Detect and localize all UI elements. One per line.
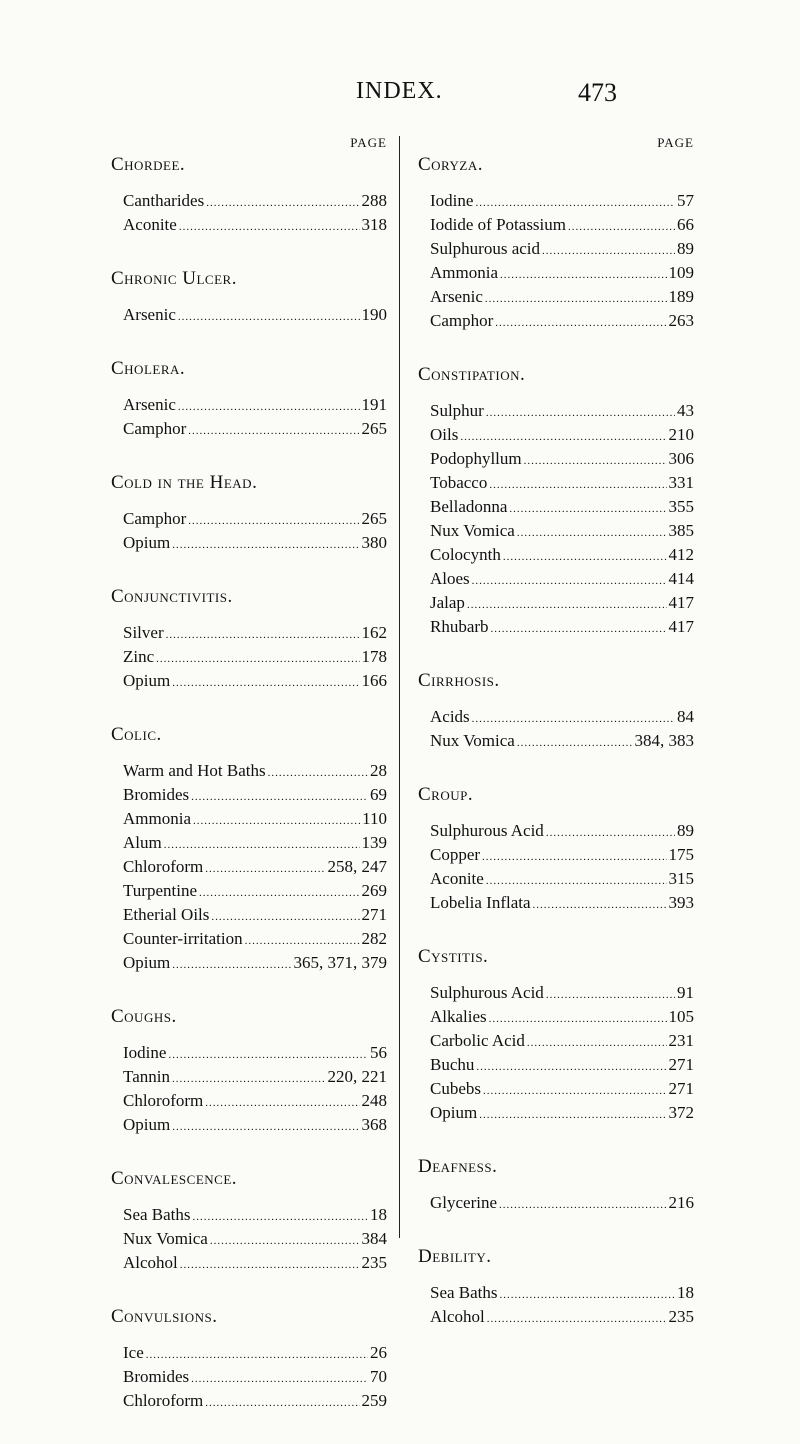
index-entry <box>115 832 387 856</box>
index-entry <box>422 424 694 448</box>
section-heading: Constipation. <box>418 364 526 385</box>
entry-name: Alcohol <box>430 1307 485 1326</box>
index-entry <box>115 760 387 784</box>
dot-leader <box>482 846 666 868</box>
dot-leader <box>467 594 667 616</box>
entry-page-number: 43 <box>677 401 694 420</box>
index-entry <box>422 820 694 844</box>
entry-page-number: 191 <box>361 395 387 414</box>
entry-name: Oils <box>430 425 459 444</box>
entry-name: Nux Vomica <box>430 731 515 750</box>
dot-leader <box>491 618 667 640</box>
dot-leader <box>527 1032 667 1054</box>
index-entry <box>115 904 387 928</box>
entry-page-number: 288 <box>361 191 387 210</box>
dot-leader <box>210 1230 360 1252</box>
section-heading: Coryza. <box>418 154 483 175</box>
entry-page-number: 269 <box>361 881 387 900</box>
index-entry <box>115 418 387 442</box>
dot-leader <box>206 192 359 214</box>
entry-page-number: 89 <box>677 821 694 840</box>
index-entry <box>422 892 694 916</box>
entry-name: Cantharides <box>123 191 205 210</box>
entry-page-number: 110 <box>362 809 387 828</box>
entry-page-number: 210 <box>668 425 694 444</box>
dot-leader <box>542 240 675 262</box>
index-entry <box>115 670 387 694</box>
entry-name: Opium <box>123 953 171 972</box>
dot-leader <box>486 402 675 424</box>
index-entry <box>115 622 387 646</box>
entry-name: Sulphurous Acid <box>430 983 544 1002</box>
entry-name: Ice <box>123 1343 144 1362</box>
entry-page-number: 248 <box>361 1091 387 1110</box>
dot-leader <box>205 1092 359 1114</box>
dot-leader <box>166 624 360 646</box>
entry-name: Buchu <box>430 1055 475 1074</box>
dot-leader <box>191 1368 368 1390</box>
entry-page-number: 235 <box>361 1253 387 1272</box>
dot-leader <box>172 672 359 694</box>
index-section <box>418 1156 694 1216</box>
page-column-label: PAGE <box>657 135 694 150</box>
index-entry <box>115 1066 387 1090</box>
index-entry <box>422 568 694 592</box>
entry-name: Iodide of Potassium <box>430 215 566 234</box>
entry-name: Camphor <box>123 419 187 438</box>
entry-name: Sulphurous Acid <box>430 821 544 840</box>
index-entry <box>422 982 694 1006</box>
index-entry <box>422 190 694 214</box>
entry-name: Carbolic Acid <box>430 1031 525 1050</box>
index-entry <box>422 1054 694 1078</box>
entry-page-number: 190 <box>361 305 387 324</box>
entry-page-number: 263 <box>668 311 694 330</box>
entry-page-number: 384 <box>361 1229 387 1248</box>
index-entry <box>422 1102 694 1126</box>
dot-leader <box>546 822 675 844</box>
dot-leader <box>211 906 359 928</box>
entry-page-number: 216 <box>668 1193 694 1212</box>
index-entry <box>422 448 694 472</box>
index-column-left <box>111 135 387 1444</box>
index-entry <box>422 310 694 334</box>
page-header <box>0 78 800 118</box>
entry-name: Tannin <box>123 1067 170 1086</box>
entry-page-number: 28 <box>370 761 387 780</box>
section-heading: Conjunctivitis. <box>111 586 233 607</box>
index-entry <box>115 808 387 832</box>
entry-page-number: 139 <box>361 833 387 852</box>
dot-leader <box>178 306 360 328</box>
index-entry <box>422 544 694 568</box>
dot-leader <box>205 858 325 880</box>
entry-name: Zinc <box>123 647 155 666</box>
entry-name: Camphor <box>123 509 187 528</box>
index-entry <box>115 1114 387 1138</box>
entry-name: Turpentine <box>123 881 197 900</box>
entry-page-number: 189 <box>668 287 694 306</box>
entry-name: Sea Baths <box>430 1283 498 1302</box>
index-section <box>418 784 694 916</box>
entry-page-number: 166 <box>361 671 387 690</box>
index-entry <box>115 928 387 952</box>
entry-name: Chloroform <box>123 857 204 876</box>
section-heading: Convalescence. <box>111 1168 238 1189</box>
dot-leader <box>188 510 359 532</box>
index-entry <box>115 304 387 328</box>
entry-name: Opium <box>123 533 171 552</box>
index-entry <box>422 214 694 238</box>
entry-name: Chloroform <box>123 1091 204 1110</box>
dot-leader <box>524 450 667 472</box>
entry-page-number: 70 <box>370 1367 387 1386</box>
index-section <box>418 946 694 1126</box>
entry-name: Sulphur <box>430 401 484 420</box>
dot-leader <box>568 216 675 238</box>
dot-leader <box>156 648 359 670</box>
page-number: 473 <box>578 78 617 107</box>
entry-name: Colocynth <box>430 545 501 564</box>
entry-page-number: 372 <box>668 1103 694 1122</box>
index-section <box>418 1246 694 1330</box>
entry-name: Belladonna <box>430 497 508 516</box>
entry-page-number: 259 <box>361 1391 387 1410</box>
section-heading: Deafness. <box>418 1156 498 1177</box>
entry-page-number: 66 <box>677 215 694 234</box>
index-entry <box>115 508 387 532</box>
entry-page-number: 271 <box>361 905 387 924</box>
dot-leader <box>517 522 667 544</box>
entry-page-number: 384, 383 <box>634 731 694 750</box>
index-entry <box>422 1306 694 1330</box>
entry-name: Chloroform <box>123 1391 204 1410</box>
entry-name: Arsenic <box>123 305 176 324</box>
dot-leader <box>472 708 675 730</box>
entry-name: Cubebs <box>430 1079 481 1098</box>
entry-page-number: 89 <box>677 239 694 258</box>
index-entry <box>422 1192 694 1216</box>
dot-leader <box>193 810 360 832</box>
entry-page-number: 417 <box>668 593 694 612</box>
dot-leader <box>479 1104 666 1126</box>
index-entry <box>115 1090 387 1114</box>
entry-name: Iodine <box>430 191 474 210</box>
entry-page-number: 84 <box>677 707 694 726</box>
index-entry <box>115 214 387 238</box>
index-entry <box>115 1042 387 1066</box>
dot-leader <box>500 1284 675 1306</box>
index-entry <box>422 844 694 868</box>
dot-leader <box>483 1080 667 1102</box>
entry-page-number: 57 <box>677 191 694 210</box>
entry-page-number: 414 <box>668 569 694 588</box>
entry-page-number: 331 <box>668 473 694 492</box>
index-section <box>418 154 694 334</box>
dot-leader <box>179 216 360 238</box>
entry-page-number: 368 <box>361 1115 387 1134</box>
index-section <box>111 1306 387 1414</box>
index-entry <box>115 1228 387 1252</box>
entry-name: Bromides <box>123 785 190 804</box>
section-heading: Coughs. <box>111 1006 177 1027</box>
index-section <box>111 358 387 442</box>
dot-leader <box>486 870 667 892</box>
dot-leader <box>146 1344 368 1366</box>
section-heading: Colic. <box>111 724 162 745</box>
dot-leader <box>199 882 360 904</box>
entry-name: Opium <box>123 671 171 690</box>
entry-name: Iodine <box>123 1043 167 1062</box>
section-heading: Cold in the Head. <box>111 472 258 493</box>
dot-leader <box>168 1044 368 1066</box>
dot-leader <box>178 396 360 418</box>
index-entry <box>422 472 694 496</box>
entry-page-number: 91 <box>677 983 694 1002</box>
section-heading: Chronic Ulcer. <box>111 268 237 289</box>
entry-name: Opium <box>123 1115 171 1134</box>
index-entry <box>115 190 387 214</box>
index-entry <box>115 646 387 670</box>
entry-name: Opium <box>430 1103 478 1122</box>
entry-page-number: 265 <box>361 419 387 438</box>
entry-page-number: 365, 371, 379 <box>293 953 387 972</box>
dot-leader <box>546 984 675 1006</box>
entry-name: Nux Vomica <box>123 1229 208 1248</box>
index-entry <box>422 496 694 520</box>
section-heading: Cirrhosis. <box>418 670 500 691</box>
entry-page-number: 105 <box>668 1007 694 1026</box>
index-entry <box>115 880 387 904</box>
entry-name: Alkalies <box>430 1007 487 1026</box>
dot-leader <box>495 312 666 334</box>
dot-leader <box>245 930 360 952</box>
entry-page-number: 417 <box>668 617 694 636</box>
entry-page-number: 56 <box>370 1043 387 1062</box>
entry-name: Acids <box>430 707 470 726</box>
entry-name: Aconite <box>123 215 177 234</box>
entry-name: Alum <box>123 833 162 852</box>
entry-page-number: 306 <box>668 449 694 468</box>
entry-name: Copper <box>430 845 481 864</box>
column-divider <box>399 136 400 1238</box>
dot-leader <box>205 1392 359 1414</box>
index-entry <box>115 1366 387 1390</box>
index-entry <box>422 1078 694 1102</box>
entry-page-number: 18 <box>677 1283 694 1302</box>
entry-name: Silver <box>123 623 164 642</box>
entry-page-number: 178 <box>361 647 387 666</box>
index-section <box>418 670 694 754</box>
section-heading: Cholera. <box>111 358 186 379</box>
index-entry <box>422 1030 694 1054</box>
index-entry <box>422 616 694 640</box>
index-section <box>111 586 387 694</box>
index-entry <box>422 706 694 730</box>
entry-page-number: 231 <box>668 1031 694 1050</box>
dot-leader <box>172 954 291 976</box>
entry-name: Counter-irritation <box>123 929 243 948</box>
dot-leader <box>172 534 359 556</box>
dot-leader <box>500 264 667 286</box>
entry-name: Arsenic <box>123 395 176 414</box>
dot-leader <box>533 894 667 916</box>
index-entry <box>422 592 694 616</box>
dot-leader <box>460 426 666 448</box>
index-entry <box>115 856 387 880</box>
index-section <box>111 268 387 328</box>
entry-page-number: 393 <box>668 893 694 912</box>
index-section <box>111 472 387 556</box>
index-entry <box>422 262 694 286</box>
entry-name: Etherial Oils <box>123 905 210 924</box>
dot-leader <box>487 1308 667 1330</box>
section-heading: Chordee. <box>111 154 186 175</box>
dot-leader <box>172 1116 359 1138</box>
entry-name: Aloes <box>430 569 470 588</box>
index-entry <box>422 520 694 544</box>
index-entry <box>115 1390 387 1414</box>
dot-leader <box>191 786 368 808</box>
entry-page-number: 69 <box>370 785 387 804</box>
index-entry <box>115 952 387 976</box>
entry-name: Sulphurous acid <box>430 239 541 258</box>
entry-page-number: 282 <box>361 929 387 948</box>
entry-page-number: 315 <box>668 869 694 888</box>
entry-page-number: 175 <box>668 845 694 864</box>
dot-leader <box>476 1056 666 1078</box>
dot-leader <box>188 420 359 442</box>
entry-page-number: 380 <box>361 533 387 552</box>
index-entry <box>115 1204 387 1228</box>
section-heading: Debility. <box>418 1246 492 1267</box>
entry-page-number: 355 <box>668 497 694 516</box>
entry-page-number: 220, 221 <box>327 1067 387 1086</box>
entry-page-number: 318 <box>361 215 387 234</box>
index-entry <box>422 730 694 754</box>
dot-leader <box>193 1206 368 1228</box>
entry-name: Lobelia Inflata <box>430 893 531 912</box>
index-entry <box>422 400 694 424</box>
entry-page-number: 235 <box>668 1307 694 1326</box>
index-entry <box>115 1252 387 1276</box>
index-entry <box>115 1342 387 1366</box>
entry-name: Alcohol <box>123 1253 178 1272</box>
entry-page-number: 271 <box>668 1055 694 1074</box>
dot-leader <box>489 474 666 496</box>
entry-name: Rhubarb <box>430 617 489 636</box>
index-entry <box>422 238 694 262</box>
index-section <box>111 1006 387 1138</box>
dot-leader <box>475 192 675 214</box>
entry-page-number: 385 <box>668 521 694 540</box>
entry-page-number: 162 <box>361 623 387 642</box>
entry-name: Ammonia <box>430 263 498 282</box>
entry-name: Sea Baths <box>123 1205 191 1224</box>
entry-name: Camphor <box>430 311 494 330</box>
dot-leader <box>268 762 368 784</box>
entry-page-number: 258, 247 <box>327 857 387 876</box>
dot-leader <box>485 288 667 310</box>
entry-name: Nux Vomica <box>430 521 515 540</box>
page-column-label: PAGE <box>350 135 387 150</box>
section-heading: Convulsions. <box>111 1306 218 1327</box>
index-column-right <box>418 135 694 1360</box>
dot-leader <box>517 732 633 754</box>
entry-page-number: 265 <box>361 509 387 528</box>
entry-name: Podophyllum <box>430 449 522 468</box>
section-heading: Cystitis. <box>418 946 489 967</box>
dot-leader <box>503 546 667 568</box>
dot-leader <box>472 570 667 592</box>
index-section <box>111 724 387 976</box>
entry-page-number: 18 <box>370 1205 387 1224</box>
index-entry <box>422 868 694 892</box>
index-entry <box>115 532 387 556</box>
entry-name: Tobacco <box>430 473 488 492</box>
dot-leader <box>499 1194 666 1216</box>
entry-page-number: 26 <box>370 1343 387 1362</box>
dot-leader <box>172 1068 326 1090</box>
index-entry <box>422 1006 694 1030</box>
index-section <box>111 1168 387 1276</box>
entry-name: Jalap <box>430 593 465 612</box>
dot-leader <box>489 1008 667 1030</box>
index-entry <box>422 1282 694 1306</box>
index-section <box>111 154 387 238</box>
entry-name: Aconite <box>430 869 484 888</box>
entry-name: Glycerine <box>430 1193 498 1212</box>
entry-page-number: 271 <box>668 1079 694 1098</box>
index-entry <box>422 286 694 310</box>
entry-name: Ammonia <box>123 809 191 828</box>
entry-name: Arsenic <box>430 287 483 306</box>
page-title: INDEX. <box>356 78 443 104</box>
dot-leader <box>509 498 666 520</box>
entry-page-number: 109 <box>668 263 694 282</box>
entry-name: Warm and Hot Baths <box>123 761 266 780</box>
dot-leader <box>180 1254 360 1276</box>
entry-name: Bromides <box>123 1367 190 1386</box>
section-heading: Croup. <box>418 784 474 805</box>
index-section <box>418 364 694 640</box>
index-entry <box>115 784 387 808</box>
dot-leader <box>164 834 360 856</box>
entry-page-number: 412 <box>668 545 694 564</box>
index-entry <box>115 394 387 418</box>
